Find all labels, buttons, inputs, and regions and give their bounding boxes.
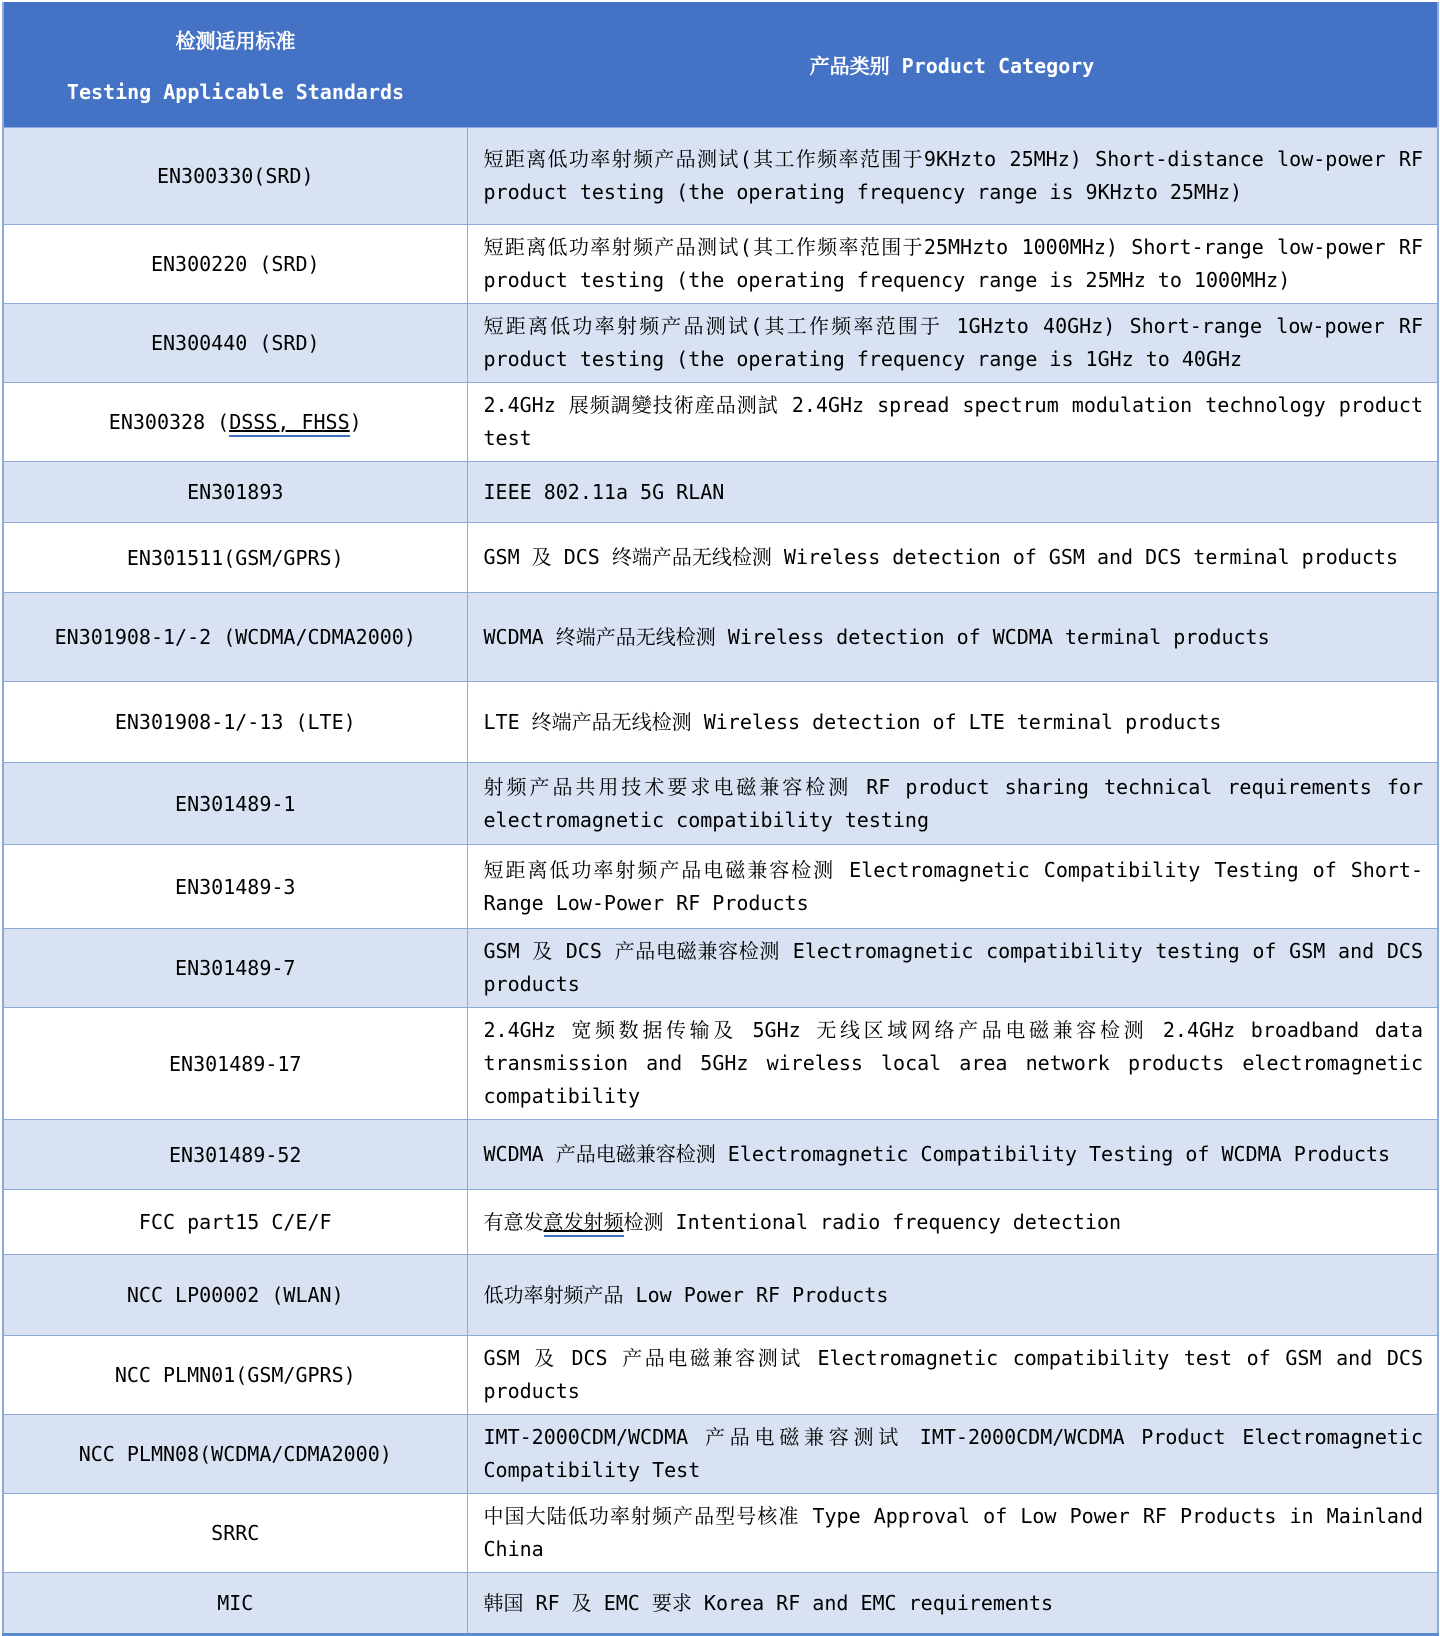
category-cell-text: 短距离低功率射频产品测试(其工作频率范围于9KHzto 25MHz) Short-distance low-power RF product testing (the operating frequency range is 9KHzto 25MHz) (483, 147, 1423, 204)
header-row (3, 2, 1438, 128)
table-row (3, 1573, 1438, 1635)
standard-cell (3, 682, 467, 763)
standard-cell (3, 1190, 467, 1255)
standard-cell-text: EN300440 (SRD) (150, 331, 320, 355)
table-row (3, 462, 1438, 523)
standard-cell (3, 462, 467, 523)
category-cell (467, 682, 1438, 763)
category-cell-text-after: 检测 Intentional radio frequency detection (623, 1209, 1122, 1234)
standard-cell-text: EN301489-3 (175, 874, 296, 899)
standard-cell-text: MIC (217, 1591, 254, 1615)
category-cell-text: 中国大陆低功率射频产品型号核准 Type Approval of Low Power RF Products in Mainland China (483, 1504, 1423, 1561)
category-cell-text: 有意发 (483, 1209, 544, 1234)
category-cell (467, 1573, 1438, 1635)
category-cell-text: GSM 及 DCS 产品电磁兼容检测 Electromagnetic compatibility testing of GSM and DCS products (483, 939, 1423, 996)
standard-cell (3, 383, 467, 462)
standard-cell (3, 1573, 467, 1635)
table-row (3, 763, 1438, 845)
standard-cell-text: EN301908-1/-13 (LTE) (114, 710, 356, 734)
category-cell (467, 1255, 1438, 1336)
table-row (3, 128, 1438, 225)
standard-cell-text: SRRC (211, 1521, 260, 1545)
table-body (3, 128, 1438, 1635)
table-row (3, 682, 1438, 763)
standard-cell-text: NCC PLMN01(GSM/GPRS) (114, 1363, 356, 1387)
standard-cell-text: NCC PLMN08(WCDMA/CDMA2000) (78, 1442, 392, 1466)
category-cell (467, 383, 1438, 462)
table-row (3, 929, 1438, 1008)
table-row (3, 304, 1438, 383)
standard-cell (3, 1415, 467, 1494)
table-row (3, 1494, 1438, 1573)
category-cell (467, 929, 1438, 1008)
category-cell-text: 2.4GHz 宽频数据传输及 5GHz 无线区域网络产品电磁兼容检测 2.4GHz broadband data transmission and 5GHz wireless local area network products electromagnetic compatibility (483, 1018, 1423, 1108)
standard-cell (3, 128, 467, 225)
standard-cell (3, 523, 467, 593)
category-cell (467, 1336, 1438, 1415)
category-cell-text: 短距离低功率射频产品电磁兼容检测 Electromagnetic Compatibility Testing of Short-Range Low-Power RF Products (483, 857, 1423, 915)
standard-cell-text: EN301489-17 (169, 1051, 302, 1076)
header-category-label: 产品类别 Product Category (809, 54, 1095, 78)
standard-cell (3, 304, 467, 383)
category-cell (467, 462, 1438, 523)
standard-cell (3, 1336, 467, 1415)
standard-cell-text: EN301489-7 (175, 956, 296, 980)
category-cell (467, 1190, 1438, 1255)
category-cell-text: WCDMA 终端产品无线检测 Wireless detection of WCDMA terminal products (483, 624, 1270, 649)
standard-cell-text: EN301489-52 (169, 1142, 302, 1167)
standard-cell-underlined-text: DSSS, FHSS (229, 410, 349, 437)
category-cell-text: IEEE 802.11a 5G RLAN (483, 479, 725, 504)
standard-cell (3, 593, 467, 682)
category-cell (467, 845, 1438, 929)
table-row (3, 1255, 1438, 1336)
table-row (3, 225, 1438, 304)
category-cell-text: 2.4GHz 展频調變技術産品测試 2.4GHz spread spectrum modulation technology product test (483, 393, 1423, 450)
category-cell (467, 593, 1438, 682)
category-cell-text: 短距离低功率射频产品测试(其工作频率范围于 1GHzto 40GHz) Short-range low-power RF product testing (the operating frequency range is 1GHz to 40GHz (483, 314, 1423, 371)
standard-cell-text: EN301511(GSM/GPRS) (126, 545, 344, 570)
table-row (3, 383, 1438, 462)
testing-standards-table (2, 2, 1439, 1636)
table-row (3, 1415, 1438, 1494)
standard-cell-text: NCC LP00002 (WLAN) (126, 1283, 344, 1307)
category-cell (467, 1415, 1438, 1494)
category-cell-text: 韩国 RF 及 EMC 要求 Korea RF and EMC requirements (483, 1590, 1054, 1615)
category-cell-text: WCDMA 产品电磁兼容检测 Electromagnetic Compatibility Testing of WCDMA Products (483, 1142, 1391, 1166)
standard-cell (3, 1120, 467, 1190)
category-cell (467, 523, 1438, 593)
standard-cell (3, 845, 467, 929)
header-standards-en: Testing Applicable Standards (66, 80, 405, 104)
standard-cell-text: EN300330(SRD) (156, 164, 314, 188)
category-cell-text: GSM 及 DCS 终端产品无线检测 Wireless detection of GSM and DCS terminal products (483, 545, 1399, 569)
category-cell-underlined-text: 意发射频 (544, 1210, 624, 1237)
table-row (3, 845, 1438, 929)
standard-cell-text-after: ) (349, 410, 362, 434)
standard-cell (3, 225, 467, 304)
standard-cell-text: EN301908-1/-2 (WCDMA/CDMA2000) (54, 625, 416, 649)
category-cell (467, 763, 1438, 845)
category-cell-text: GSM 及 DCS 产品电磁兼容测试 Electromagnetic compatibility test of GSM and DCS products (483, 1346, 1423, 1403)
standard-cell-text: EN301489-1 (175, 791, 296, 816)
standard-cell-text: EN300328 ( (108, 410, 230, 434)
table-row (3, 1336, 1438, 1415)
standard-cell-text: EN301893 (187, 480, 284, 504)
category-cell (467, 1120, 1438, 1190)
category-cell-text: 射频产品共用技术要求电磁兼容检测 RF product sharing technical requirements for electromagnetic compatibility testing (483, 774, 1423, 832)
standard-cell-text: EN300220 (SRD) (150, 252, 320, 276)
category-cell-text: IMT-2000CDM/WCDMA 产品电磁兼容测试 IMT-2000CDM/WCDMA Product Electromagnetic Compatibility Test (483, 1425, 1423, 1482)
table-row (3, 1120, 1438, 1190)
table-row (3, 523, 1438, 593)
table-row (3, 1190, 1438, 1255)
table-row (3, 593, 1438, 682)
category-cell (467, 1008, 1438, 1120)
category-cell (467, 1494, 1438, 1573)
category-cell-text: 短距离低功率射频产品测试(其工作频率范围于25MHzto 1000MHz) Short-range low-power RF product testing (the operating frequency range is 25MHz to 1000MHz) (483, 235, 1423, 292)
category-cell-text: LTE 终端产品无线检测 Wireless detection of LTE terminal products (483, 709, 1222, 734)
standard-cell-text: FCC part15 C/E/F (138, 1210, 332, 1234)
category-cell (467, 225, 1438, 304)
category-cell-text: 低功率射频产品 Low Power RF Products (483, 1282, 889, 1307)
table-row (3, 1008, 1438, 1120)
standard-cell (3, 1255, 467, 1336)
standard-cell (3, 929, 467, 1008)
standard-cell (3, 763, 467, 845)
category-cell (467, 128, 1438, 225)
col-header-standards (3, 2, 467, 128)
standard-cell (3, 1008, 467, 1120)
table-header (3, 2, 1438, 128)
col-header-category (467, 2, 1438, 128)
standard-cell (3, 1494, 467, 1573)
header-standards-cn: 检测适用标准 (175, 29, 296, 53)
category-cell (467, 304, 1438, 383)
